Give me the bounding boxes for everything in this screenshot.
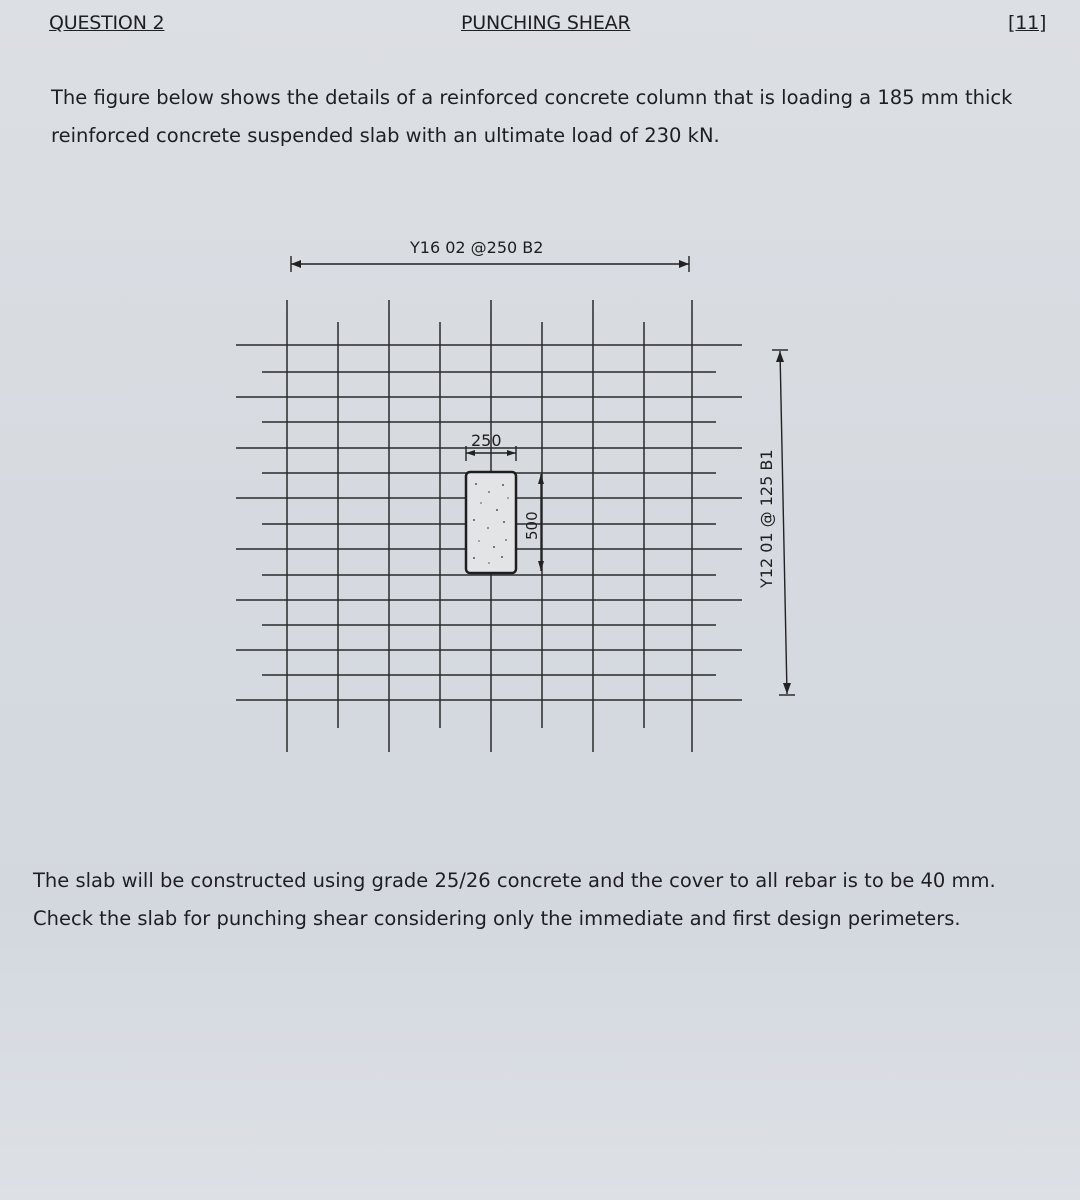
column-section xyxy=(466,472,516,573)
marks-label: [11] xyxy=(1008,12,1047,34)
intro-line-2: reinforced concrete suspended slab with an ultimate load of 230 kN. xyxy=(51,124,720,147)
column-width-label: 250 xyxy=(471,431,502,450)
outro-line-2: Check the slab for punching shear considering only the immediate and first design perimeters. xyxy=(33,907,961,930)
intro-line-1: The figure below shows the details of a reinforced concrete column that is loading a 185 mm thick xyxy=(51,86,1013,109)
outro-paragraph xyxy=(33,862,1053,938)
question-number: QUESTION 2 xyxy=(49,12,165,34)
side-rebar-label: Y12 01 @ 125 B1 xyxy=(757,449,776,588)
top-dimension xyxy=(291,256,689,272)
top-rebar-label: Y16 02 @250 B2 xyxy=(410,238,544,257)
outro-line-1: The slab will be constructed using grade 25/26 concrete and the cover to all rebar is to be 40 mm. xyxy=(33,869,996,892)
question-topic: PUNCHING SHEAR xyxy=(461,12,631,34)
column-depth-label: 500 xyxy=(523,511,541,540)
